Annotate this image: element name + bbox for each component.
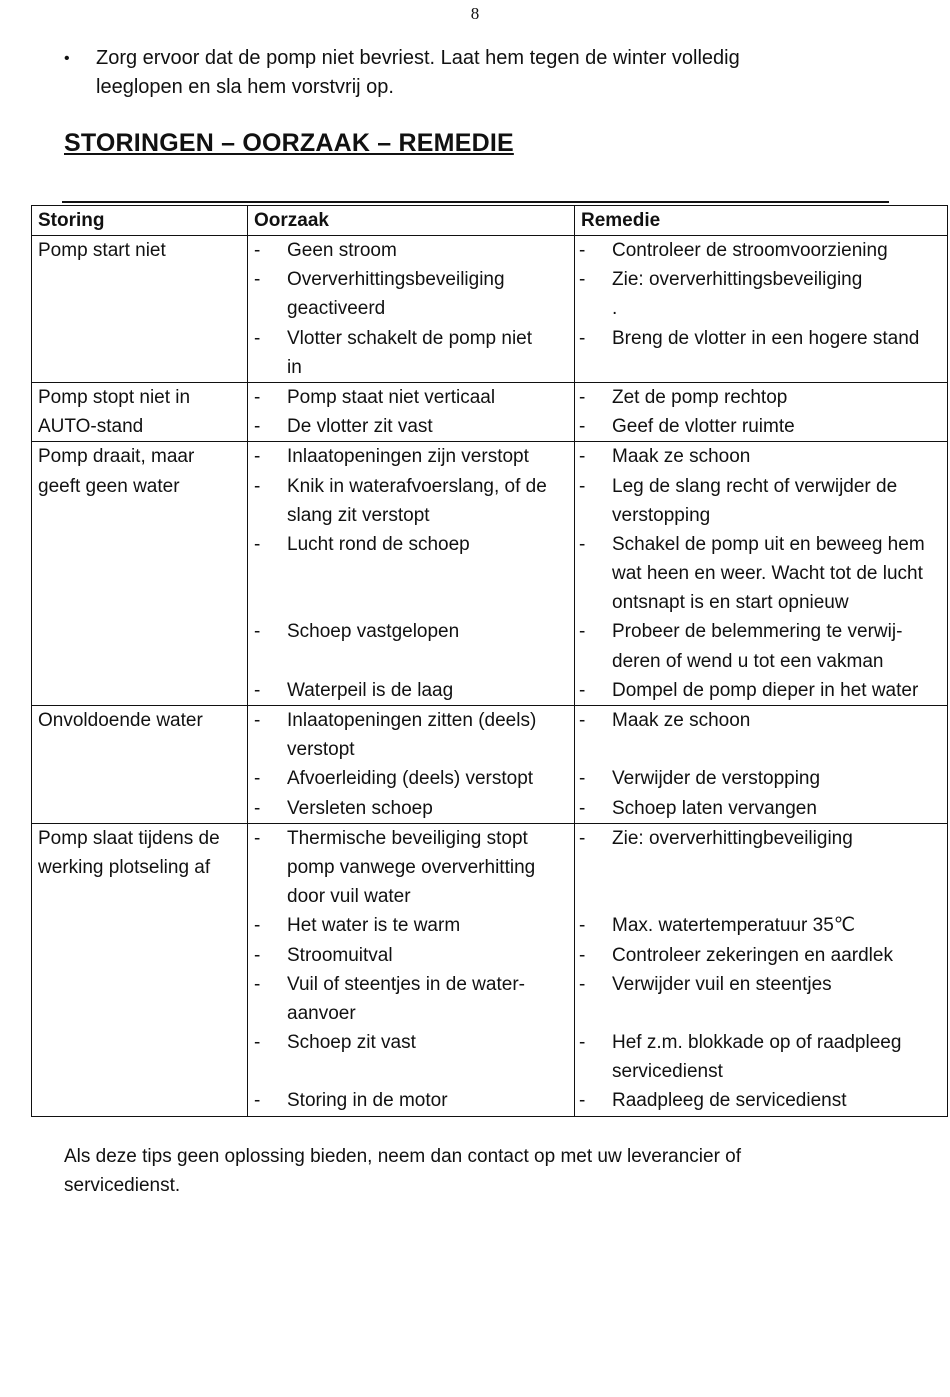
closing-line: servicedienst. <box>64 1175 181 1196</box>
remedie-text: Hef z.m. blokkade op of raadpleeg <box>612 1032 902 1054</box>
dash-marker: - <box>579 621 586 643</box>
remedie-line <box>575 501 947 530</box>
dash-marker: - <box>254 1032 261 1054</box>
oorzaak-text: Thermische beveiliging stopt <box>287 827 528 849</box>
remedie-line <box>575 559 947 588</box>
cell-remedie <box>575 236 948 383</box>
remedie-line <box>575 676 947 705</box>
dash-marker: - <box>579 269 586 291</box>
dash-marker: - <box>254 710 261 732</box>
dash-marker: - <box>579 327 586 349</box>
dash-marker: - <box>254 827 261 849</box>
storing-line: Pomp stopt niet in <box>38 386 191 408</box>
oorzaak-text: Inlaatopeningen zitten (deels) <box>287 710 537 732</box>
table-row <box>32 823 948 1116</box>
remedie-line <box>575 735 947 764</box>
oorzaak-line <box>248 824 574 853</box>
oorzaak-text: Inlaatopeningen zijn verstopt <box>287 446 529 468</box>
dash-marker: - <box>254 475 261 497</box>
oorzaak-line <box>248 706 574 735</box>
remedie-line <box>575 236 947 265</box>
cell-remedie <box>575 823 948 1116</box>
oorzaak-line <box>248 588 574 617</box>
dash-marker: - <box>254 621 261 643</box>
cell-storing <box>32 236 248 383</box>
oorzaak-text: aanvoer <box>287 1002 356 1024</box>
dash-marker: - <box>254 240 261 261</box>
storing-line: Onvoldoende water <box>38 710 203 732</box>
remedie-line <box>575 999 947 1028</box>
dash-marker: - <box>254 269 261 291</box>
cell-storing <box>32 823 248 1116</box>
oorzaak-line <box>248 412 574 441</box>
dash-marker: - <box>579 386 586 408</box>
oorzaak-text: Stroomuitval <box>287 944 393 966</box>
oorzaak-text: Vlotter schakelt de pomp niet <box>287 327 533 349</box>
intro-bullet <box>64 44 824 102</box>
remedie-line <box>575 442 947 471</box>
remedie-text: Schakel de pomp uit en beweeg hem <box>612 533 925 555</box>
oorzaak-line <box>248 353 574 382</box>
cell-remedie <box>575 442 948 706</box>
intro-line: Zorg ervoor dat de pomp niet bevriest. Laat hem tegen de winter volledig <box>96 47 740 69</box>
remedie-line <box>575 265 947 294</box>
oorzaak-line <box>248 970 574 999</box>
oorzaak-text: De vlotter zit vast <box>287 416 433 438</box>
storing-line: werking plotseling af <box>38 856 211 878</box>
dash-marker: - <box>579 973 586 995</box>
oorzaak-text: Waterpeil is de laag <box>287 679 454 701</box>
remedie-line <box>575 1086 947 1115</box>
dash-marker: - <box>579 1032 586 1054</box>
remedie-line <box>575 324 947 353</box>
cell-oorzaak <box>248 442 575 706</box>
remedie-text: Controleer de stroomvoorziening <box>612 240 888 261</box>
remedie-text: Max. watertemperatuur 35℃ <box>612 915 856 937</box>
cell-oorzaak <box>248 382 575 441</box>
oorzaak-text: Geen stroom <box>287 240 397 261</box>
oorzaak-text: Vuil of steentjes in de water- <box>287 973 525 995</box>
remedie-line <box>575 294 947 323</box>
storing-line: Pomp start niet <box>38 240 166 261</box>
storing-line: AUTO-stand <box>38 416 144 438</box>
remedie-text: servicedienst <box>612 1061 723 1083</box>
remedie-line <box>575 472 947 501</box>
dash-marker: - <box>254 797 261 819</box>
dash-marker: - <box>579 416 586 438</box>
cell-remedie <box>575 382 948 441</box>
table-row <box>32 236 948 383</box>
remedie-text: . <box>612 298 618 320</box>
remedie-line <box>575 794 947 823</box>
dash-marker: - <box>579 944 586 966</box>
oorzaak-line <box>248 442 574 471</box>
bullet-icon: • <box>64 50 70 67</box>
dash-marker: - <box>254 1090 261 1112</box>
cell-storing <box>32 382 248 441</box>
oorzaak-line <box>248 383 574 412</box>
remedie-line <box>575 764 947 793</box>
oorzaak-line <box>248 882 574 911</box>
storing-line: Pomp draait, maar <box>38 446 195 468</box>
oorzaak-line <box>248 853 574 882</box>
dash-marker: - <box>254 915 261 937</box>
oorzaak-line <box>248 236 574 265</box>
oorzaak-text: Het water is te warm <box>287 915 461 937</box>
remedie-text: Breng de vlotter in een hogere stand <box>612 327 920 349</box>
dash-marker: - <box>579 475 586 497</box>
remedie-line <box>575 1028 947 1057</box>
oorzaak-line <box>248 735 574 764</box>
cell-oorzaak <box>248 823 575 1116</box>
remedie-text: Raadpleeg de servicedienst <box>612 1090 847 1112</box>
oorzaak-text: Versleten schoep <box>287 797 433 819</box>
storing-line: Pomp slaat tijdens de <box>38 827 220 849</box>
remedie-line <box>575 530 947 559</box>
oorzaak-line <box>248 530 574 559</box>
cell-oorzaak <box>248 706 575 824</box>
table-row <box>32 382 948 441</box>
remedie-line <box>575 941 947 970</box>
oorzaak-line <box>248 472 574 501</box>
remedie-text: Zie: oververhittingsbeveiliging <box>612 269 863 291</box>
remedie-text: Zet de pomp rechtop <box>612 386 788 408</box>
oorzaak-text: Afvoerleiding (deels) verstopt <box>287 768 534 790</box>
dash-marker: - <box>254 386 261 408</box>
dash-marker: - <box>579 797 586 819</box>
dash-marker: - <box>579 915 586 937</box>
section-title: STORINGEN – OORZAAK – REMEDIE <box>64 129 514 157</box>
oorzaak-line <box>248 1057 574 1086</box>
oorzaak-text: Pomp staat niet verticaal <box>287 386 496 408</box>
dash-marker: - <box>579 827 586 849</box>
remedie-line <box>575 353 947 382</box>
oorzaak-text: Schoep zit vast <box>287 1032 416 1054</box>
oorzaak-line <box>248 501 574 530</box>
troubleshooting-table <box>31 205 948 1117</box>
oorzaak-line <box>248 294 574 323</box>
dash-marker: - <box>254 446 261 468</box>
column-header-oorzaak: Oorzaak <box>248 206 575 236</box>
cell-remedie <box>575 706 948 824</box>
oorzaak-line <box>248 999 574 1028</box>
remedie-text: Schoep laten vervangen <box>612 797 817 819</box>
oorzaak-line <box>248 559 574 588</box>
dash-marker: - <box>254 416 261 438</box>
oorzaak-line <box>248 1028 574 1057</box>
dash-marker: - <box>254 944 261 966</box>
remedie-text: Geef de vlotter ruimte <box>612 416 795 438</box>
storing-line: geeft geen water <box>38 475 180 497</box>
remedie-text: verstopping <box>612 504 711 526</box>
dash-marker: - <box>254 533 261 555</box>
dash-marker: - <box>254 327 261 349</box>
remedie-text: Verwijder de verstopping <box>612 768 821 790</box>
dash-marker: - <box>579 679 586 701</box>
remedie-line <box>575 824 947 853</box>
remedie-line <box>575 882 947 911</box>
oorzaak-line <box>248 265 574 294</box>
remedie-line <box>575 1057 947 1086</box>
remedie-line <box>575 706 947 735</box>
intro-line: leeglopen en sla hem vorstvrij op. <box>96 76 394 98</box>
remedie-text: Controleer zekeringen en aardlek <box>612 944 893 966</box>
remedie-text: deren of wend u tot een vakman <box>612 650 884 672</box>
table-row <box>32 442 948 706</box>
remedie-line <box>575 617 947 646</box>
closing-note <box>64 1142 824 1200</box>
remedie-text: Probeer de belemmering te verwij- <box>612 621 903 643</box>
oorzaak-line <box>248 911 574 940</box>
dash-marker: - <box>254 679 261 701</box>
column-header-storing: Storing <box>32 206 248 236</box>
dash-marker: - <box>254 973 261 995</box>
oorzaak-text: geactiveerd <box>287 298 386 320</box>
closing-line: Als deze tips geen oplossing bieden, neem dan contact op met uw leverancier of <box>64 1146 742 1167</box>
cell-storing <box>32 442 248 706</box>
remedie-line <box>575 647 947 676</box>
oorzaak-line <box>248 1086 574 1115</box>
oorzaak-line <box>248 676 574 705</box>
remedie-line <box>575 911 947 940</box>
remedie-line <box>575 970 947 999</box>
dash-marker: - <box>579 710 586 732</box>
remedie-text: Zie: oververhittingbeveiliging <box>612 827 853 849</box>
oorzaak-text: Storing in de motor <box>287 1090 448 1112</box>
remedie-line <box>575 383 947 412</box>
oorzaak-text: Oververhittingsbeveiliging <box>287 269 505 291</box>
oorzaak-line <box>248 324 574 353</box>
oorzaak-line <box>248 647 574 676</box>
divider <box>62 201 889 203</box>
remedie-line <box>575 588 947 617</box>
table-row <box>32 706 948 824</box>
remedie-text: Maak ze schoon <box>612 446 751 468</box>
oorzaak-text: slang zit verstopt <box>287 504 430 526</box>
cell-oorzaak <box>248 236 575 383</box>
remedie-text: Maak ze schoon <box>612 710 751 732</box>
page-number: 8 <box>470 4 480 23</box>
dash-marker: - <box>579 240 586 261</box>
oorzaak-text: door vuil water <box>287 886 411 908</box>
dash-marker: - <box>579 768 586 790</box>
remedie-text: Verwijder vuil en steentjes <box>612 973 832 995</box>
oorzaak-text: Knik in waterafvoerslang, of de <box>287 475 547 497</box>
remedie-line <box>575 412 947 441</box>
remedie-text: wat heen en weer. Wacht tot de lucht <box>612 563 923 585</box>
oorzaak-text: Schoep vastgelopen <box>287 621 460 643</box>
oorzaak-line <box>248 794 574 823</box>
oorzaak-text: Lucht rond de schoep <box>287 533 470 555</box>
oorzaak-line <box>248 617 574 646</box>
oorzaak-text: pomp vanwege oververhitting <box>287 856 536 878</box>
table-header-row <box>32 206 948 236</box>
dash-marker: - <box>579 1090 586 1112</box>
oorzaak-line <box>248 764 574 793</box>
remedie-text: Leg de slang recht of verwijder de <box>612 475 898 497</box>
remedie-line <box>575 853 947 882</box>
dash-marker: - <box>579 533 586 555</box>
remedie-text: ontsnapt is en start opnieuw <box>612 592 849 614</box>
remedie-text: Dompel de pomp dieper in het water <box>612 679 919 701</box>
dash-marker: - <box>579 446 586 468</box>
column-header-remedie: Remedie <box>575 206 948 236</box>
cell-storing <box>32 706 248 824</box>
dash-marker: - <box>254 768 261 790</box>
oorzaak-text: verstopt <box>287 739 355 761</box>
oorzaak-line <box>248 941 574 970</box>
oorzaak-text: in <box>287 356 302 378</box>
